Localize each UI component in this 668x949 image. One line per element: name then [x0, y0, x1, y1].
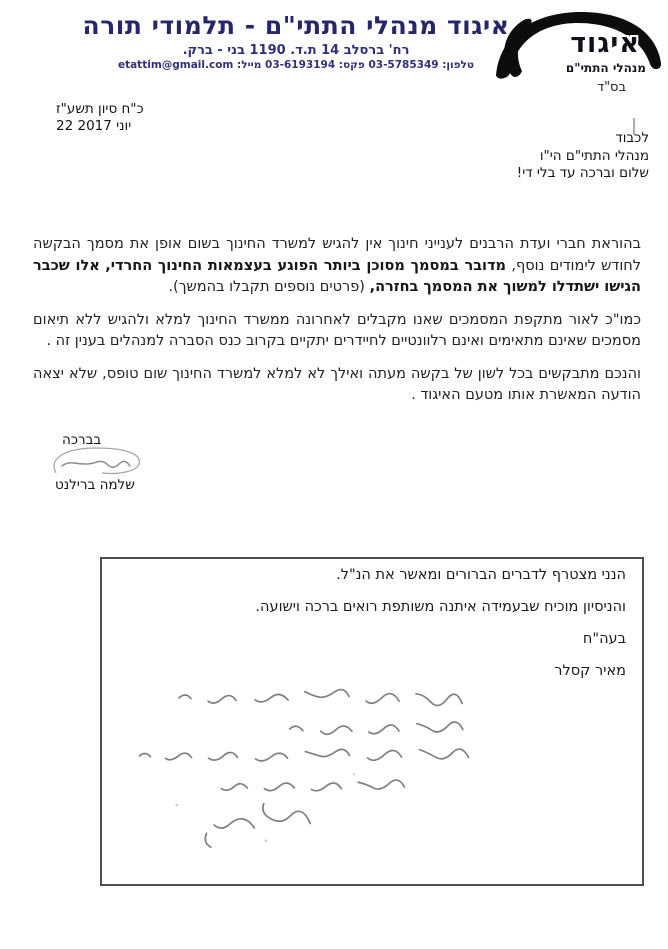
paragraph-1-bold-instruction: אלו שכבר הגישו ישתדלו למשוך את המסמך בחזרה,	[33, 257, 641, 295]
organization-contact: טלפון: 03-5785349 פקס: 03-6193194 מייל: etattim@gmail.com	[117, 59, 475, 71]
endorsement-closing: בעה"ח	[582, 631, 626, 647]
organization-address: רח' ברסלב 14 ת.ד. 1190 בני - ברק.	[182, 43, 410, 58]
date-hebrew: כ"ח סיון תשע"ז	[56, 101, 144, 117]
date-block	[56, 101, 144, 135]
organization-title: איגוד מנהלי התתי"ם - תלמודי תורה	[82, 11, 510, 40]
logo-subtitle: מנהלי התתי"ם	[565, 61, 646, 75]
endorsement-line-2: והניסיון מוכיח שבעמידה איתנה משותפת רואים ברכה וישועה.	[255, 599, 626, 615]
signature-name: שלמה ברילנט	[55, 477, 135, 493]
endorsement-name: מאיר קסלר	[554, 663, 626, 679]
organization-logo	[486, 5, 666, 85]
handwritten-note	[112, 673, 547, 874]
paragraph-1-tail: (פרטים נוספים תקבלו בהמשך).	[168, 279, 370, 295]
signature-closing: בברכה	[62, 432, 102, 448]
letter-body	[33, 234, 641, 418]
paragraph-1	[33, 234, 641, 299]
paragraph-1-bold-warning: מדובר במסמך מסוכן ביותר הפוגע בעצמאות החינוך החרדי,	[105, 257, 507, 274]
paragraph-3: והנכם מתבקשים בכל לשון של בקשה מעתה ואילך לא למלא למשרד החינוך שום טופס, שלא יצאה הודעה המאשרת אותו מטעם האיגוד .	[33, 365, 641, 403]
date-gregorian: 22 יוני 2017	[56, 118, 132, 134]
letterhead-text	[36, 11, 556, 71]
recipient-salutation: לכבוד	[615, 130, 649, 146]
recipient-block	[517, 130, 649, 183]
paragraph-1-text: בהוראת חברי ועדת הרבנים לענייני חינוך אין להגיש למשרד החינוך בשום אופן את מסמך הבקשה לחודש לימודים נוסף,	[33, 236, 642, 274]
paragraph-2: כמו"כ לאור מתקפת המסמכים שאנו מקבלים לאחרונה ממשרד החינוך למלא ולהגיש ללא תיאום מסמכים שאינם מתאימים ואינם רלוונטיים לחיידרים יתקיים בקרוב כנס הסברה למנהלים בענין זה .	[33, 311, 641, 349]
endorsement-box	[100, 557, 644, 886]
endorsement-text	[102, 559, 642, 680]
signature-scribble-icon	[44, 445, 148, 481]
recipient-greeting: שלום וברכה עד בלי די!	[516, 165, 649, 181]
endorsement-line-1: הנני מצטרף לדברים הברורים ומאשר את הנ"ל.	[336, 567, 626, 583]
recipient-name: מנהלי התתי"ם הי"ו	[539, 147, 649, 164]
bsd-mark: בס"ד	[596, 80, 626, 95]
logo-name: איגוד	[570, 28, 640, 59]
